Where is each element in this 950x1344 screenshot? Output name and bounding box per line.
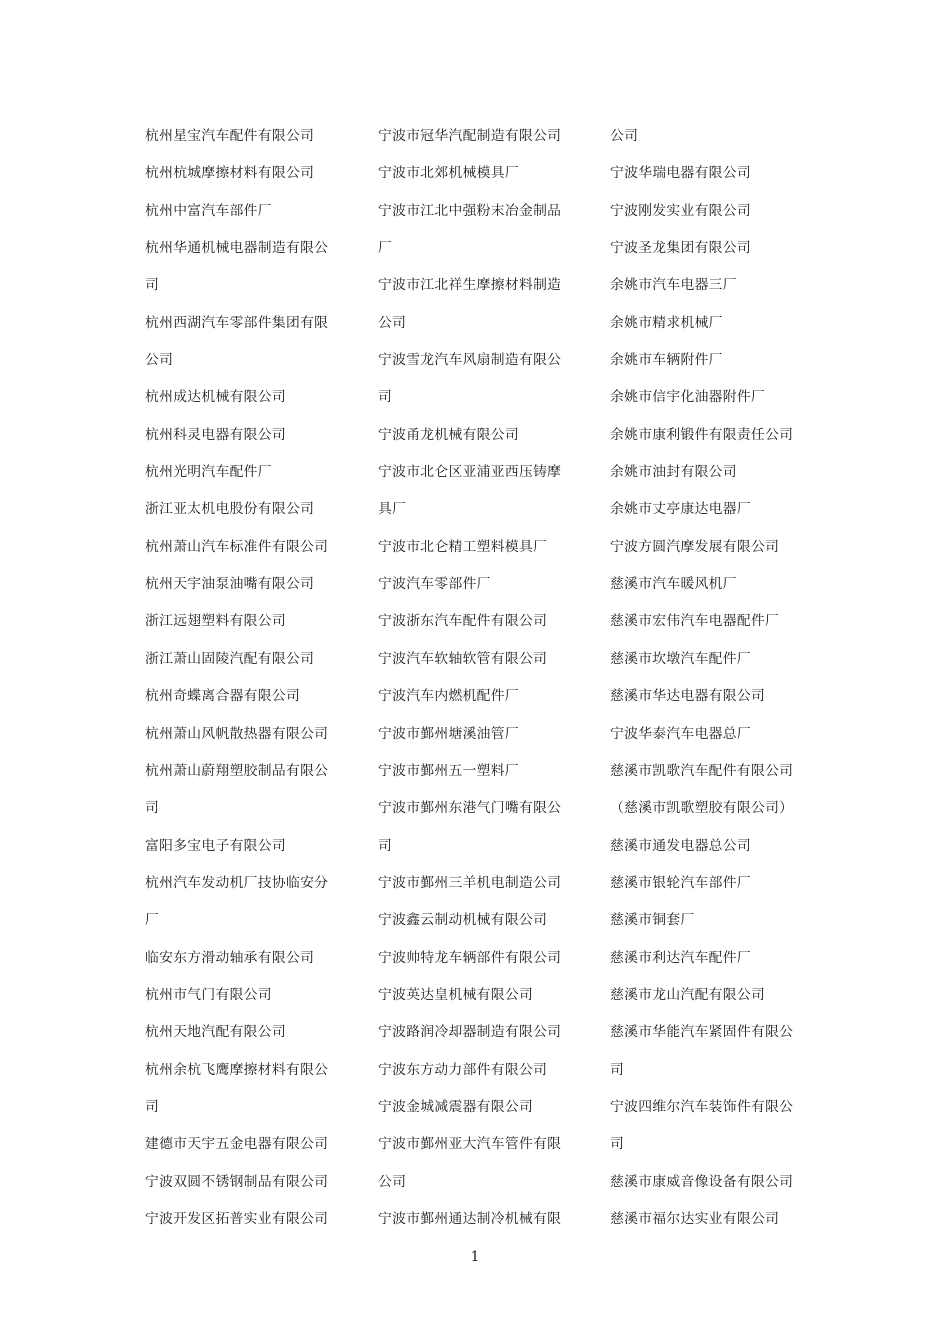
company-entry-line: 宁波圣龙集团有限公司	[610, 240, 751, 257]
company-entry-line: 公司	[145, 352, 174, 369]
company-entry-line: 富阳多宝电子有限公司	[145, 837, 286, 854]
company-entry-line: 司	[610, 1136, 625, 1153]
company-entry-line: 宁波开发区拓普实业有限公司	[145, 1210, 329, 1227]
company-entry-line: 宁波华泰汽车电器总厂	[610, 725, 751, 742]
company-entry-line: 宁波汽车软轴软管有限公司	[378, 650, 548, 667]
company-entry-line: 慈溪市银轮汽车部件厂	[610, 874, 751, 891]
company-entry-line: 慈溪市凯歌汽车配件有限公司	[610, 762, 794, 779]
company-entry-line: 杭州成达机械有限公司	[145, 389, 286, 406]
company-entry-line: 杭州科灵电器有限公司	[145, 426, 286, 443]
company-entry-line: 慈溪市华达电器有限公司	[610, 688, 766, 705]
company-entry-line: 余姚市车辆附件厂	[610, 352, 723, 369]
company-entry-line: 具厂	[378, 501, 407, 518]
column-3	[610, 118, 840, 1238]
company-entry-line: 宁波英达皇机械有限公司	[378, 986, 534, 1003]
company-entry-line: 杭州中富汽车部件厂	[145, 202, 272, 219]
company-entry-line: 公司	[378, 314, 407, 331]
company-entry-line: 浙江远翅塑料有限公司	[145, 613, 286, 630]
company-entry-line: 杭州余杭飞鹰摩擦材料有限公	[145, 1061, 329, 1078]
company-entry-line: 宁波市江北祥生摩擦材料制造	[378, 277, 562, 294]
company-entry-line: 杭州天地汽配有限公司	[145, 1024, 286, 1041]
company-entry-line: 宁波市北仑区亚浦亚西压铸摩	[378, 464, 562, 481]
column-2	[378, 118, 608, 1238]
company-entry-line: 余姚市油封有限公司	[610, 464, 737, 481]
company-entry-line: 余姚市精求机械厂	[610, 314, 723, 331]
company-entry-line: 余姚市康利锻件有限责任公司	[610, 426, 794, 443]
company-entry-line: 杭州萧山风帆散热器有限公司	[145, 725, 329, 742]
company-entry-line: 慈溪市龙山汽配有限公司	[610, 986, 766, 1003]
company-entry-line: 杭州汽车发动机厂技协临安分	[145, 874, 329, 891]
company-entry-line: 宁波鑫云制动机械有限公司	[378, 912, 548, 929]
company-entry-line: 宁波双圆不锈钢制品有限公司	[145, 1173, 329, 1190]
company-entry-line: 宁波市鄞州通达制冷机械有限	[378, 1210, 562, 1227]
company-entry-line: 浙江萧山固陵汽配有限公司	[145, 650, 315, 667]
company-entry-line: 杭州杭城摩擦材料有限公司	[145, 165, 315, 182]
company-entry-line: 宁波市鄞州五一塑料厂	[378, 762, 519, 779]
company-entry-line: 建德市天宇五金电器有限公司	[145, 1136, 329, 1153]
company-entry-line: 慈溪市利达汽车配件厂	[610, 949, 751, 966]
company-entry-line: 司	[378, 837, 393, 854]
company-entry-line: 宁波市鄞州塘溪油管厂	[378, 725, 519, 742]
column-1	[145, 118, 375, 1238]
company-entry-line: 宁波市北仑精工塑料模具厂	[378, 538, 548, 555]
page-number: 1	[470, 1249, 480, 1265]
company-entry-line: 杭州萧山蔚翔塑胶制品有限公	[145, 762, 329, 779]
company-entry-line: 慈溪市通发电器总公司	[610, 837, 751, 854]
company-entry-line: 宁波雪龙汽车风扇制造有限公	[378, 352, 562, 369]
company-entry-line: 浙江亚太机电股份有限公司	[145, 501, 315, 518]
company-entry-line: 杭州光明汽车配件厂	[145, 464, 272, 481]
company-entry-line: 宁波路润冷却器制造有限公司	[378, 1024, 562, 1041]
company-entry-line: 杭州萧山汽车标准件有限公司	[145, 538, 329, 555]
company-entry-line: 宁波市冠华汽配制造有限公司	[378, 128, 562, 144]
company-entry-line: 宁波市鄞州亚大汽车管件有限	[378, 1136, 562, 1153]
company-entry-line: 宁波市鄞州东港气门嘴有限公	[378, 800, 562, 817]
company-entry-line: 慈溪市华能汽车紧固件有限公	[610, 1024, 794, 1041]
company-entry-line: 宁波华瑞电器有限公司	[610, 165, 751, 182]
company-entry-line: 余姚市丈亭康达电器厂	[610, 501, 751, 518]
company-entry-line: 杭州市气门有限公司	[145, 986, 272, 1003]
company-entry-line: 宁波金城减震器有限公司	[378, 1098, 534, 1115]
company-entry-line: 宁波帅特龙车辆部件有限公司	[378, 949, 562, 966]
company-entry-line: 慈溪市坎墩汽车配件厂	[610, 650, 751, 667]
company-entry-line: 公司	[378, 1173, 407, 1190]
company-entry-line: 慈溪市宏伟汽车电器配件厂	[610, 613, 780, 630]
company-entry-line: 宁波刚发实业有限公司	[610, 202, 751, 219]
company-entry-line: 杭州星宝汽车配件有限公司	[145, 128, 315, 144]
company-entry-line: 临安东方滑动轴承有限公司	[145, 949, 315, 966]
company-entry-line: 宁波四维尔汽车装饰件有限公	[610, 1098, 794, 1115]
company-entry-line: 宁波市北郊机械模具厂	[378, 165, 519, 182]
company-entry-line: 司	[378, 389, 393, 406]
company-entry-line: 杭州奇蝶离合器有限公司	[145, 688, 301, 705]
company-entry-line: 慈溪市铜套厂	[610, 912, 695, 929]
company-entry-line: 慈溪市汽车暖风机厂	[610, 576, 737, 593]
company-entry-line: 厂	[378, 240, 393, 257]
company-entry-line: 杭州天宇油泵油嘴有限公司	[145, 576, 315, 593]
company-entry-line: 司	[145, 277, 160, 294]
company-entry-line: 宁波方圆汽摩发展有限公司	[610, 538, 780, 555]
company-entry-line: 宁波甬龙机械有限公司	[378, 426, 519, 443]
company-entry-line: 司	[145, 800, 160, 817]
company-entry-line: 厂	[145, 912, 160, 929]
company-entry-line: 宁波汽车内燃机配件厂	[378, 688, 519, 705]
company-entry-line: 杭州西湖汽车零部件集团有限	[145, 314, 329, 331]
company-entry-line: 宁波浙东汽车配件有限公司	[378, 613, 548, 630]
company-entry-line: 杭州华通机械电器制造有限公	[145, 240, 329, 257]
company-entry-line: 宁波汽车零部件厂	[378, 576, 491, 593]
company-entry-line: 余姚市汽车电器三厂	[610, 277, 737, 294]
company-entry-line: 宁波市鄞州三羊机电制造公司	[378, 874, 562, 891]
company-entry-line: 慈溪市康威音像设备有限公司	[610, 1173, 794, 1190]
company-entry-line: 余姚市信宇化油器附件厂	[610, 389, 766, 406]
company-entry-line: 司	[610, 1061, 625, 1078]
company-entry-line: 司	[145, 1098, 160, 1115]
company-entry-line: 慈溪市福尔达实业有限公司	[610, 1210, 780, 1227]
company-entry-line: 宁波市江北中强粉末冶金制品	[378, 202, 562, 219]
company-entry-line: （慈溪市凯歌塑胶有限公司）	[610, 800, 794, 817]
company-entry-line: 公司	[610, 128, 639, 144]
company-entry-line: 宁波东方动力部件有限公司	[378, 1061, 548, 1078]
